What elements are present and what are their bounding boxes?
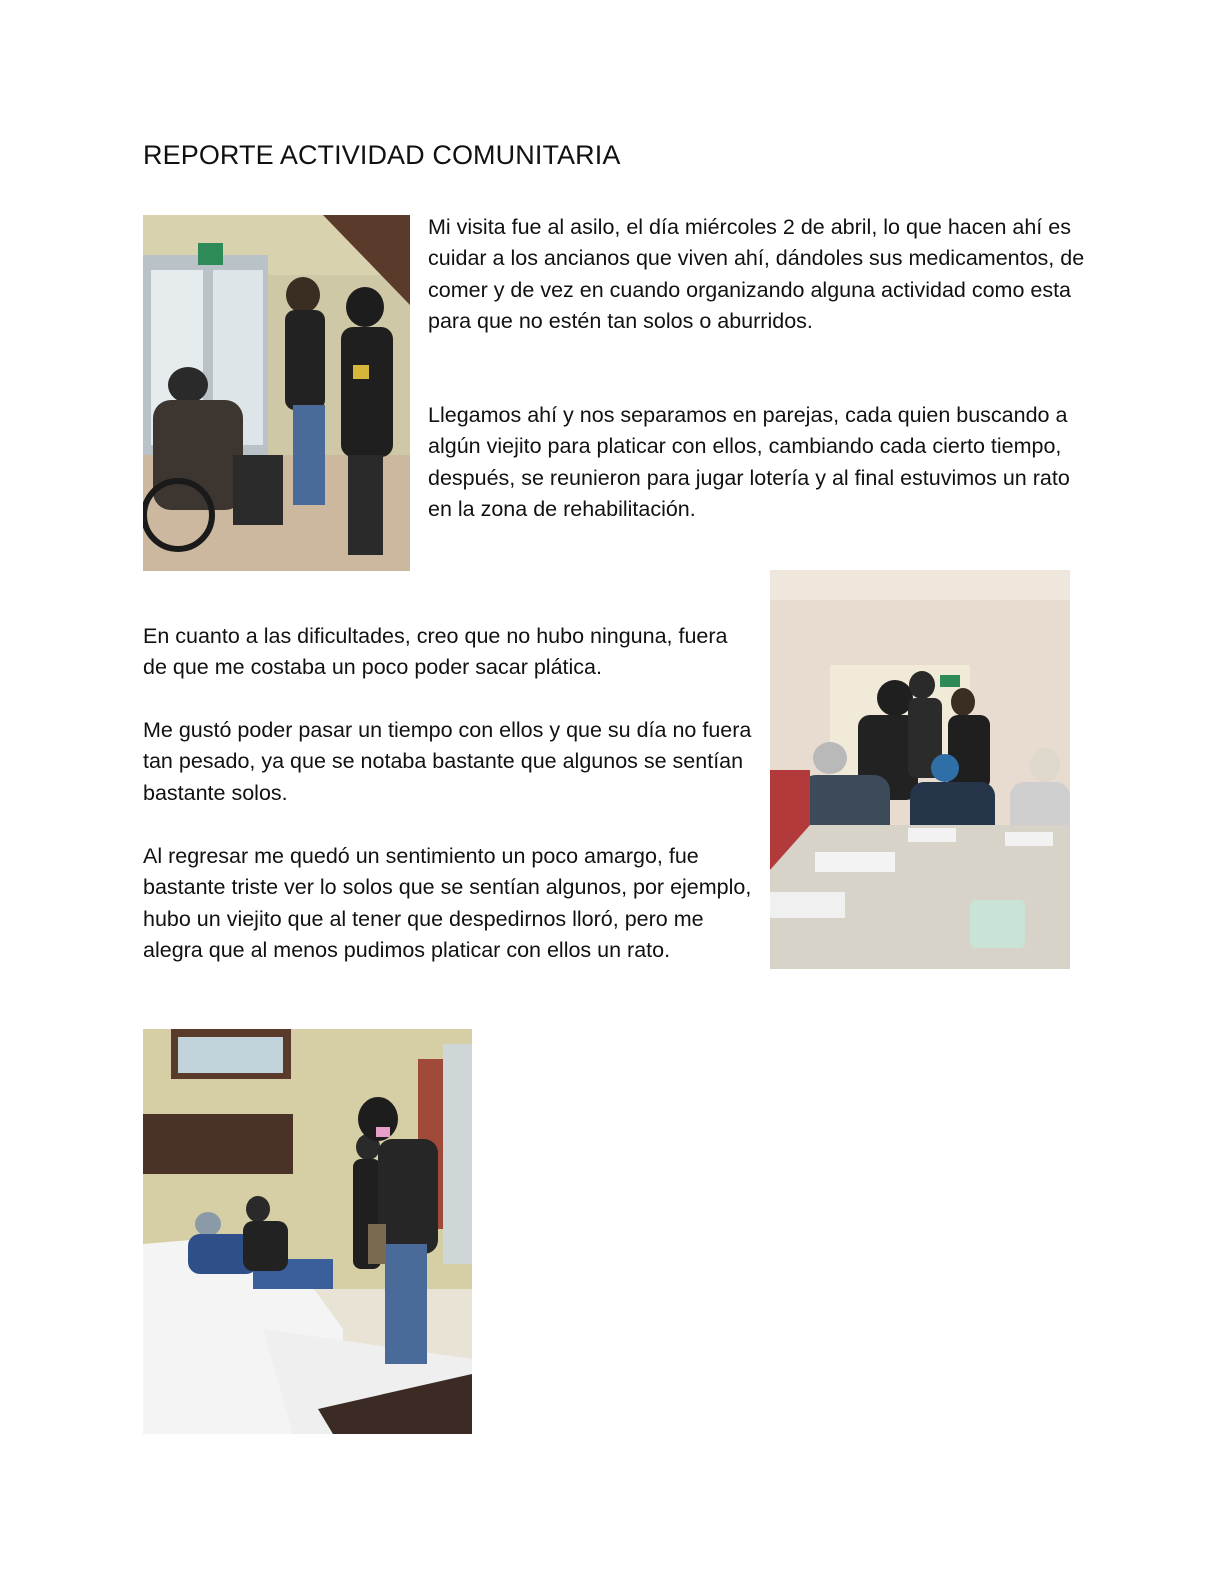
paragraph-visit-description: Mi visita fue al asilo, el día miércoles 2 de abril, lo que hacen ahí es cuidar a los ancianos que viven ahí, dándoles sus medicamentos, de comer y de vez en cuando organizando alguna actividad como esta para que no estén tan solos o aburridos. [428,215,1085,334]
photo-loteria-game [770,570,1070,969]
document-title: REPORTE ACTIVIDAD COMUNITARIA [143,140,621,170]
paragraph-difficulties: En cuanto a las dificultades, creo que no hubo ninguna, fuera de que me costaba un poco poder sacar plática. [143,624,728,680]
paragraph-reflection: Al regresar me quedó un sentimiento un poco amargo, fue bastante triste ver lo solos que se sentían algunos, por ejemplo, hubo un viejito que al tener que despedirnos lloró, pero me alegra que al menos pudimos platicar con ellos un rato. [143,844,752,963]
photo-wheelchair-visit [143,215,410,571]
paragraph-activities: Llegamos ahí y nos separamos en parejas, cada quien buscando a algún viejito para platicar con ellos, cambiando cada cierto tiempo, después, se reunieron para jugar lotería y al final estuvimos un rato en la zona de rehabilitación. [428,403,1070,522]
photo-rehabilitation-area [143,1029,472,1434]
paragraph-enjoyment: Me gustó poder pasar un tiempo con ellos y que su día no fuera tan pesado, ya que se notaba bastante que algunos se sentían bastante solos. [143,718,752,805]
